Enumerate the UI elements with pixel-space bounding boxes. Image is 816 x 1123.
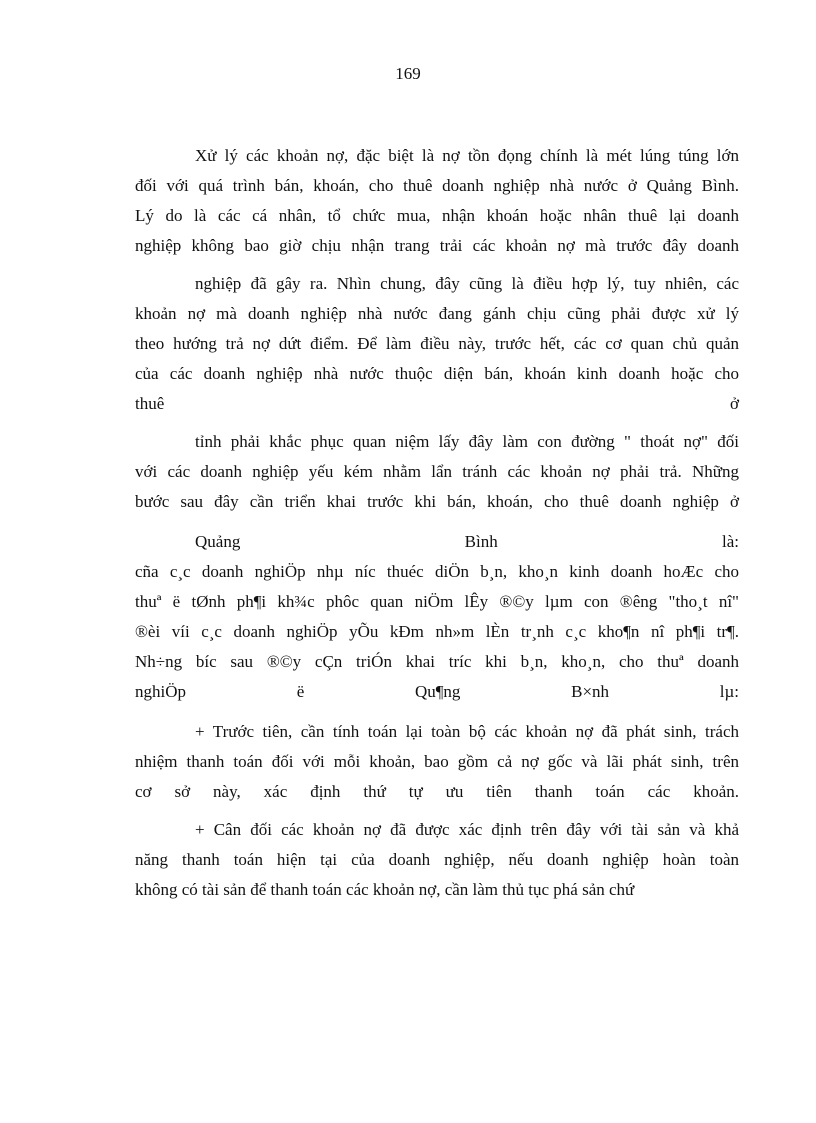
text-line: + Cân đối các khoản nợ đã được xác định trên đây với tài sản và khả xyxy=(195,820,739,839)
text-line: tỉnh phải khắc phục quan niệm lấy đây làm con đường " thoát nợ" đối xyxy=(195,432,739,451)
text-line: của các doanh nghiệp nhà nước thuộc diện bán, khoán kinh doanh hoặc cho xyxy=(135,364,739,383)
text-line: cña c¸c doanh nghiÖp nhµ níc thuéc diÖn b¸n, kho¸n kinh doanh hoÆc cho xyxy=(135,562,739,581)
text-line: thuê ở xyxy=(135,394,739,413)
text-line: cơ sở này, xác định thứ tự ưu tiên thanh toán các khoản. xyxy=(135,782,739,801)
text-line: ®èi víi c¸c doanh nghiÖp yÕu kÐm nh»m lÈn tr¸nh c¸c kho¶n nî ph¶i tr¶. xyxy=(135,622,739,641)
text-line: với các doanh nghiệp yếu kém nhằm lẩn tránh các khoản nợ phải trả. Những xyxy=(135,462,739,481)
text-line: Nh÷ng bíc sau ®©y cÇn triÓn khai tríc khi b¸n, kho¸n, cho thuª doanh xyxy=(135,652,739,671)
text-line: Lý do là các cá nhân, tổ chức mua, nhận khoán hoặc nhân thuê lại doanh xyxy=(135,206,739,225)
page-number: 169 xyxy=(395,64,421,83)
text-line: Xử lý các khoản nợ, đặc biệt là nợ tồn đọng chính là mét lúng túng lớn xyxy=(195,146,739,165)
text-line: + Trước tiên, cần tính toán lại toàn bộ các khoản nợ đã phát sinh, trách xyxy=(195,722,739,741)
text-line: không có tài sản để thanh toán các khoản nợ, cần làm thủ tục phá sản chứ xyxy=(135,880,635,899)
text-line: nhiệm thanh toán đối với mỗi khoản, bao gồm cả nợ gốc và lãi phát sinh, trên xyxy=(135,752,739,771)
text-line: năng thanh toán hiện tại của doanh nghiệp, nếu doanh nghiệp hoàn toàn xyxy=(135,850,739,869)
text-line: theo hướng trả nợ dứt điểm. Để làm điều này, trước hết, các cơ quan chủ quản xyxy=(135,334,739,353)
text-line: bước sau đây cần triển khai trước khi bán, khoán, cho thuê doanh nghiệp ở xyxy=(135,492,739,511)
text-line: nghiÖp ë Qu¶ng B×nh lµ: xyxy=(135,682,739,701)
text-line: nghiệp đã gây ra. Nhìn chung, đây cũng là điều hợp lý, tuy nhiên, các xyxy=(195,274,739,293)
text-line: đối với quá trình bán, khoán, cho thuê doanh nghiệp nhà nước ở Quảng Bình. xyxy=(135,176,739,195)
text-line: Quảng Bình là: xyxy=(195,532,739,551)
text-line: khoản nợ mà doanh nghiệp nhà nước đang gánh chịu cũng phải được xử lý xyxy=(135,304,739,323)
text-line: nghiệp không bao giờ chịu nhận trang trải các khoản nợ mà trước đây doanh xyxy=(135,236,739,255)
text-line: thuª ë tØnh ph¶i kh¾c phôc quan niÖm lÊy ®©y lµm con ®êng "tho¸t nî" xyxy=(135,592,739,611)
